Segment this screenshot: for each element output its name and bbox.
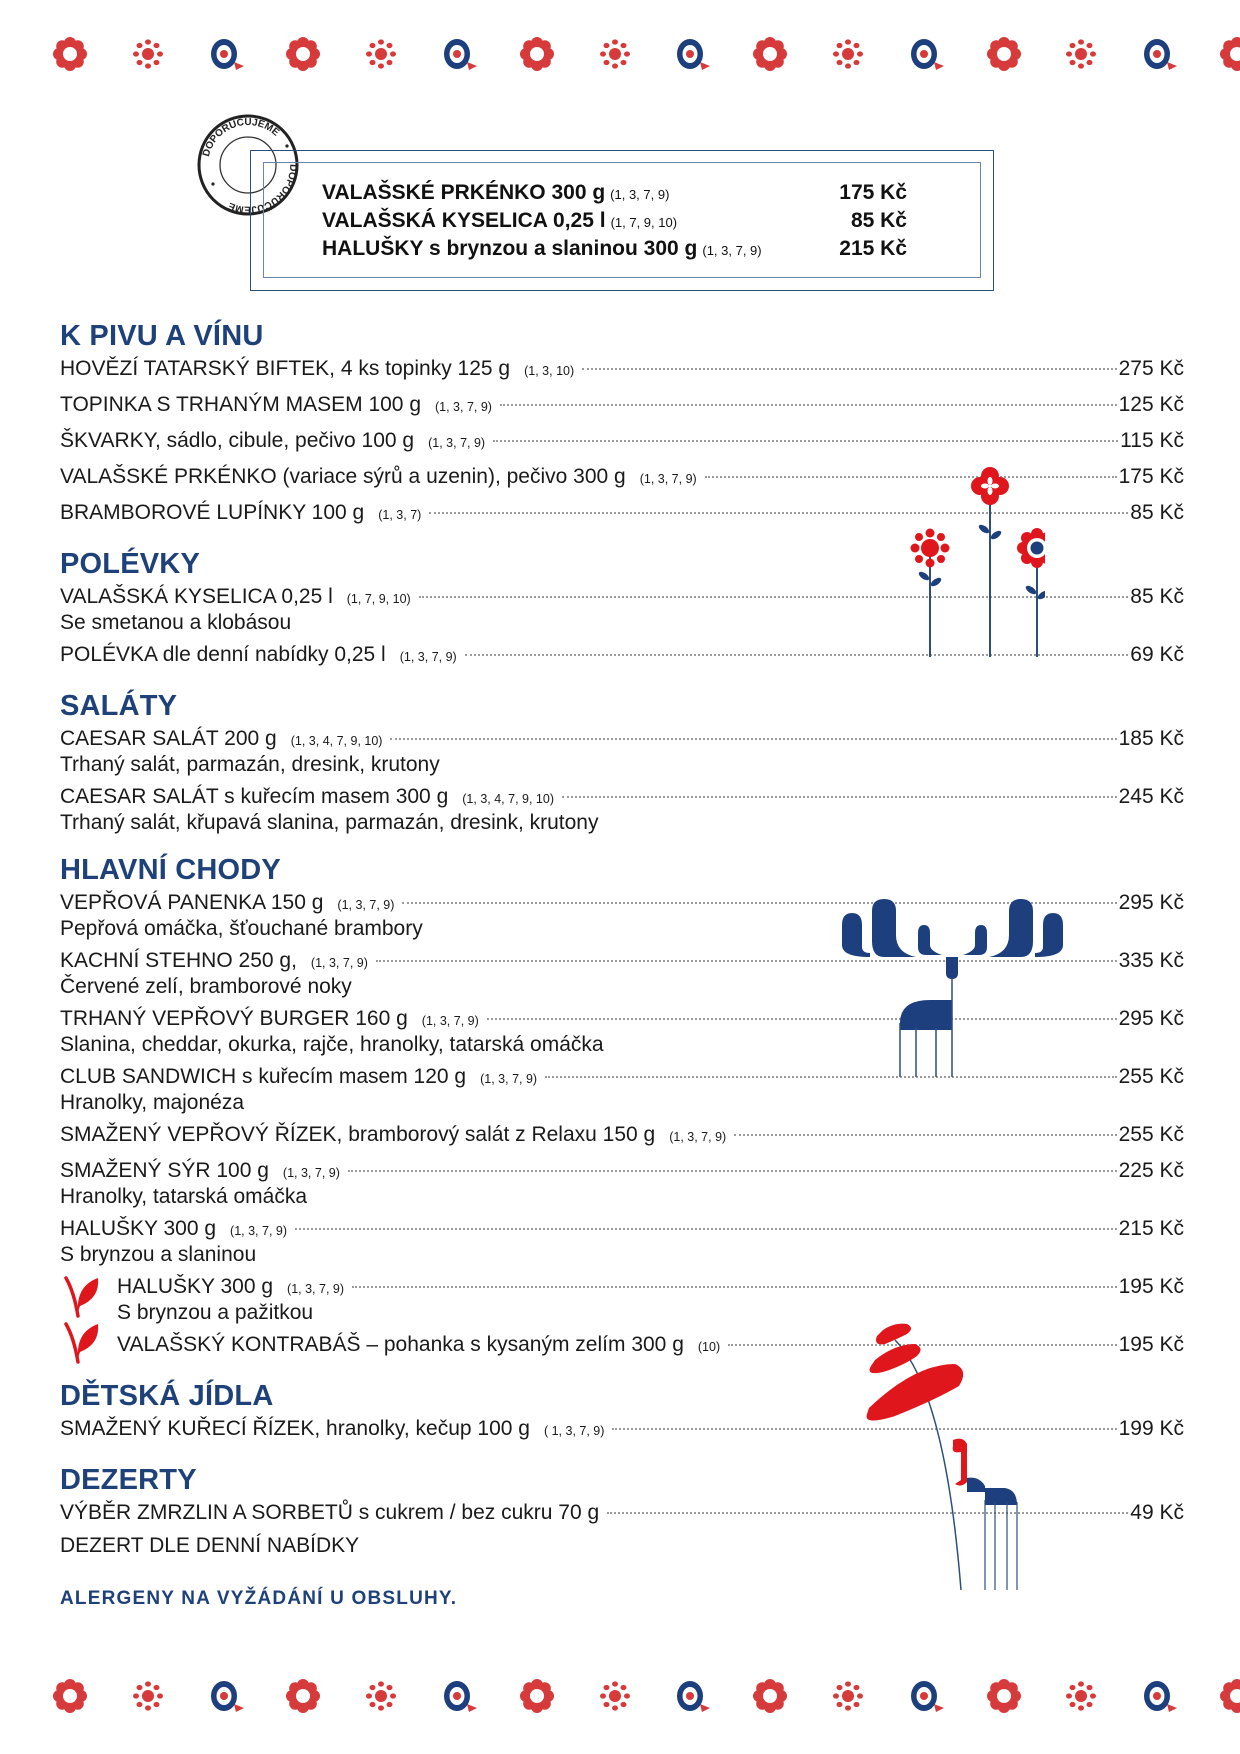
target-ornament-icon <box>208 1678 244 1714</box>
item-price: 85 Kč <box>1130 585 1184 608</box>
target-ornament-icon <box>908 1678 944 1714</box>
sun-ornament-icon <box>830 1678 866 1714</box>
item-name: VÝBĚR ZMRZLIN A SORBETŮ s cukrem / bez cukru 70 g <box>60 1501 600 1524</box>
item-allergens: (1, 3, 7) <box>378 508 422 522</box>
item-description: Hranolky, majonéza <box>60 1091 245 1114</box>
sun-flower-icon <box>911 529 950 568</box>
item-allergens: (1, 3, 7, 9) <box>435 400 492 414</box>
quatrefoil-flower-icon <box>971 467 1009 505</box>
item-price: 49 Kč <box>1130 1501 1184 1524</box>
menu-section <box>60 688 1184 834</box>
flower-ring-ornament-icon <box>52 36 88 72</box>
item-name: SMAŽENÝ SÝR 100 g <box>60 1159 269 1182</box>
target-ornament-icon <box>1141 1678 1177 1714</box>
item-allergens: (1, 3, 7, 9) <box>428 436 486 450</box>
menu-item <box>60 1216 1184 1266</box>
allergen-note: ALERGENY NA VYŽÁDÁNÍ U OBSLUHY. <box>60 1588 458 1609</box>
item-allergens: (1, 3, 7, 9) <box>337 898 395 912</box>
featured-item-name: HALUŠKY s brynzou a slaninou 300 g <box>322 237 698 260</box>
item-price: 275 Kč <box>1118 357 1184 380</box>
item-name: SMAŽENÝ KUŘECÍ ŘÍZEK, hranolky, kečup 100 g <box>60 1417 530 1440</box>
item-allergens: ( 1, 3, 7, 9) <box>543 1424 605 1438</box>
dot-leader <box>562 796 1117 798</box>
dot-leader <box>500 404 1117 406</box>
featured-item-name: VALAŠSKÁ KYSELICA 0,25 l <box>322 209 606 232</box>
target-ornament-icon <box>208 36 244 72</box>
sun-ornament-icon <box>1063 1678 1099 1714</box>
dot-leader <box>352 1286 1117 1288</box>
featured-list <box>322 180 907 264</box>
flower-ring-ornament-icon <box>519 36 555 72</box>
item-price: 225 Kč <box>1118 1159 1184 1182</box>
section-title: POLÉVKY <box>60 548 200 580</box>
item-allergens: (1, 3, 7, 9) <box>230 1224 288 1238</box>
target-ornament-icon <box>674 1678 710 1714</box>
item-price: 125 Kč <box>1118 393 1184 416</box>
featured-item-name: VALAŠSKÉ PRKÉNKO 300 g <box>322 181 606 204</box>
item-allergens: (1, 3, 7, 9) <box>421 1014 479 1028</box>
bottom-ornament-border <box>0 1678 1240 1718</box>
item-description: Se smetanou a klobásou <box>60 611 292 634</box>
stamp-text-top: DOPORUČUJEME <box>200 116 282 158</box>
dot-leader <box>582 368 1116 370</box>
item-name: HOVĚZÍ TATARSKÝ BIFTEK, 4 ks topinky 125 g <box>60 357 511 380</box>
item-price: 195 Kč <box>1118 1275 1184 1298</box>
target-ornament-icon <box>441 36 477 72</box>
flower-ring-ornament-icon <box>752 1678 788 1714</box>
flower-ring-ornament-icon <box>519 1678 555 1714</box>
item-price: 295 Kč <box>1118 891 1184 914</box>
flower-ring-ornament-icon <box>1219 36 1240 72</box>
sun-ornament-icon <box>1063 36 1099 72</box>
top-ornament-border <box>0 36 1240 76</box>
vegetarian-leaf-icon <box>62 1318 102 1369</box>
flower-ring-ornament-icon <box>986 36 1022 72</box>
target-ornament-icon <box>441 1678 477 1714</box>
target-ornament-icon <box>674 36 710 72</box>
item-description: Trhaný salát, křupavá slanina, parmazán, dresink, krutony <box>60 811 599 834</box>
item-allergens: (1, 3, 7, 9) <box>287 1282 345 1296</box>
item-allergens: (1, 3, 7, 9) <box>310 956 368 970</box>
featured-item <box>322 208 907 236</box>
menu-item <box>60 726 1184 776</box>
item-description: Červené zelí, bramborové noky <box>60 975 352 998</box>
section-title: HLAVNÍ CHODY <box>60 854 281 886</box>
item-name: POLÉVKA dle denní nabídky 0,25 l <box>60 643 386 666</box>
featured-item-price: 175 Kč <box>839 181 907 204</box>
item-name: TOPINKA S TRHANÝM MASEM 100 g <box>60 393 421 416</box>
item-description: Hranolky, tatarská omáčka <box>60 1185 308 1208</box>
item-name: SMAŽENÝ VEPŘOVÝ ŘÍZEK, bramborový salát z Relaxu 150 g <box>60 1123 656 1146</box>
dot-leader <box>390 738 1116 740</box>
item-allergens: (1, 3, 7, 9) <box>282 1166 340 1180</box>
item-allergens: (1, 3, 7, 9) <box>639 472 697 486</box>
flower-ring-ornament-icon <box>986 1678 1022 1714</box>
featured-item-price: 85 Kč <box>850 209 907 232</box>
item-allergens: (1, 7, 9, 10) <box>346 592 411 606</box>
dot-leader <box>734 1134 1116 1136</box>
featured-item <box>322 236 907 264</box>
item-name: VALAŠSKÁ KYSELICA 0,25 l <box>60 585 333 608</box>
item-allergens: (1, 3, 4, 7, 9, 10) <box>462 792 554 806</box>
item-name: VEPŘOVÁ PANENKA 150 g <box>60 891 324 914</box>
item-name: KACHNÍ STEHNO 250 g, <box>60 949 297 972</box>
item-allergens: (10) <box>697 1340 721 1354</box>
dot-leader <box>348 1170 1117 1172</box>
item-description: S brynzou a slaninou <box>60 1243 257 1266</box>
item-price: 185 Kč <box>1118 727 1184 750</box>
section-title: K PIVU A VÍNU <box>60 320 264 352</box>
item-price: 295 Kč <box>1118 1007 1184 1030</box>
item-name: BRAMBOROVÉ LUPÍNKY 100 g <box>60 501 365 524</box>
menu-item <box>60 356 1184 384</box>
sun-ornament-icon <box>830 36 866 72</box>
item-price: 115 Kč <box>1120 429 1184 452</box>
dot-leader <box>295 1228 1117 1230</box>
item-price: 255 Kč <box>1118 1123 1184 1146</box>
item-name: HALUŠKY 300 g <box>60 1217 217 1240</box>
sun-ornament-icon <box>597 36 633 72</box>
flower-ring-ornament-icon <box>752 36 788 72</box>
item-name: DEZERT DLE DENNÍ NABÍDKY <box>60 1534 360 1557</box>
flower-ring-ornament-icon <box>1219 1678 1240 1714</box>
moose-illustration <box>840 895 1065 1080</box>
target-ornament-icon <box>1141 36 1177 72</box>
item-allergens: (1, 3, 7, 9) <box>669 1130 727 1144</box>
vegetarian-leaf-icon <box>62 1272 102 1323</box>
item-allergens: (1, 3, 10) <box>524 364 575 378</box>
sun-ornament-icon <box>597 1678 633 1714</box>
section-title: SALÁTY <box>60 690 178 722</box>
section-title: DEZERTY <box>60 1464 197 1496</box>
item-price: 335 Kč <box>1118 949 1184 972</box>
item-name: CAESAR SALÁT 200 g <box>60 727 277 750</box>
featured-item-allergens: (1, 3, 7, 9) <box>702 243 762 258</box>
flowers-illustration <box>905 462 1045 662</box>
item-description: S brynzou a pažitkou <box>117 1301 314 1324</box>
target-ornament-icon <box>908 36 944 72</box>
item-allergens: (1, 3, 7, 9) <box>480 1072 538 1086</box>
item-price: 199 Kč <box>1118 1417 1184 1440</box>
item-allergens: (1, 3, 4, 7, 9, 10) <box>290 734 383 748</box>
menu-item <box>60 1274 1184 1324</box>
section-title: DĚTSKÁ JÍDLA <box>60 1380 274 1412</box>
menu-item <box>60 392 1184 420</box>
item-price: 175 Kč <box>1118 465 1184 488</box>
flower-ring-ornament-icon <box>52 1678 88 1714</box>
featured-item-allergens: (1, 7, 9, 10) <box>610 215 678 230</box>
red-tree-deer-illustration <box>855 1320 1025 1595</box>
item-name: CLUB SANDWICH s kuřecím masem 120 g <box>60 1065 467 1088</box>
item-name: CAESAR SALÁT s kuřecím masem 300 g <box>60 785 449 808</box>
item-allergens: (1, 3, 7, 9) <box>399 650 457 664</box>
item-price: 85 Kč <box>1130 501 1184 524</box>
menu-item <box>60 428 1184 456</box>
item-price: 195 Kč <box>1118 1333 1184 1356</box>
item-name: TRHANÝ VEPŘOVÝ BURGER 160 g <box>60 1007 408 1030</box>
sun-ornament-icon <box>363 36 399 72</box>
dot-leader <box>493 440 1118 442</box>
featured-item-price: 215 Kč <box>839 237 907 260</box>
ring-flower-icon <box>1017 528 1045 568</box>
menu-item <box>60 784 1184 834</box>
item-name: VALAŠSKÝ KONTRABÁŠ – pohanka s kysaným zelím 300 g <box>117 1333 684 1356</box>
featured-item-allergens: (1, 3, 7, 9) <box>610 187 670 202</box>
stamp-text-bottom: DOPORUČUJEME <box>226 163 299 215</box>
item-price: 255 Kč <box>1118 1065 1184 1088</box>
flower-ring-ornament-icon <box>285 36 321 72</box>
item-price: 215 Kč <box>1118 1217 1184 1240</box>
menu-item <box>60 1122 1184 1150</box>
item-description: Trhaný salát, parmazán, dresink, krutony <box>60 753 440 776</box>
menu-item <box>60 1158 1184 1208</box>
sun-ornament-icon <box>130 1678 166 1714</box>
item-description: Slanina, cheddar, okurka, rajče, hranolky, tatarská omáčka <box>60 1033 604 1056</box>
item-name: VALAŠSKÉ PRKÉNKO (variace sýrů a uzenin), pečivo 300 g <box>60 465 626 488</box>
sun-ornament-icon <box>363 1678 399 1714</box>
flower-ring-ornament-icon <box>285 1678 321 1714</box>
item-price: 69 Kč <box>1130 643 1184 666</box>
item-price: 245 Kč <box>1118 785 1184 808</box>
item-name: HALUŠKY 300 g <box>117 1275 274 1298</box>
item-description: Pepřová omáčka, šťouchané brambory <box>60 917 423 940</box>
featured-item <box>322 180 907 208</box>
sun-ornament-icon <box>130 36 166 72</box>
item-name: ŠKVARKY, sádlo, cibule, pečivo 100 g <box>60 429 415 452</box>
